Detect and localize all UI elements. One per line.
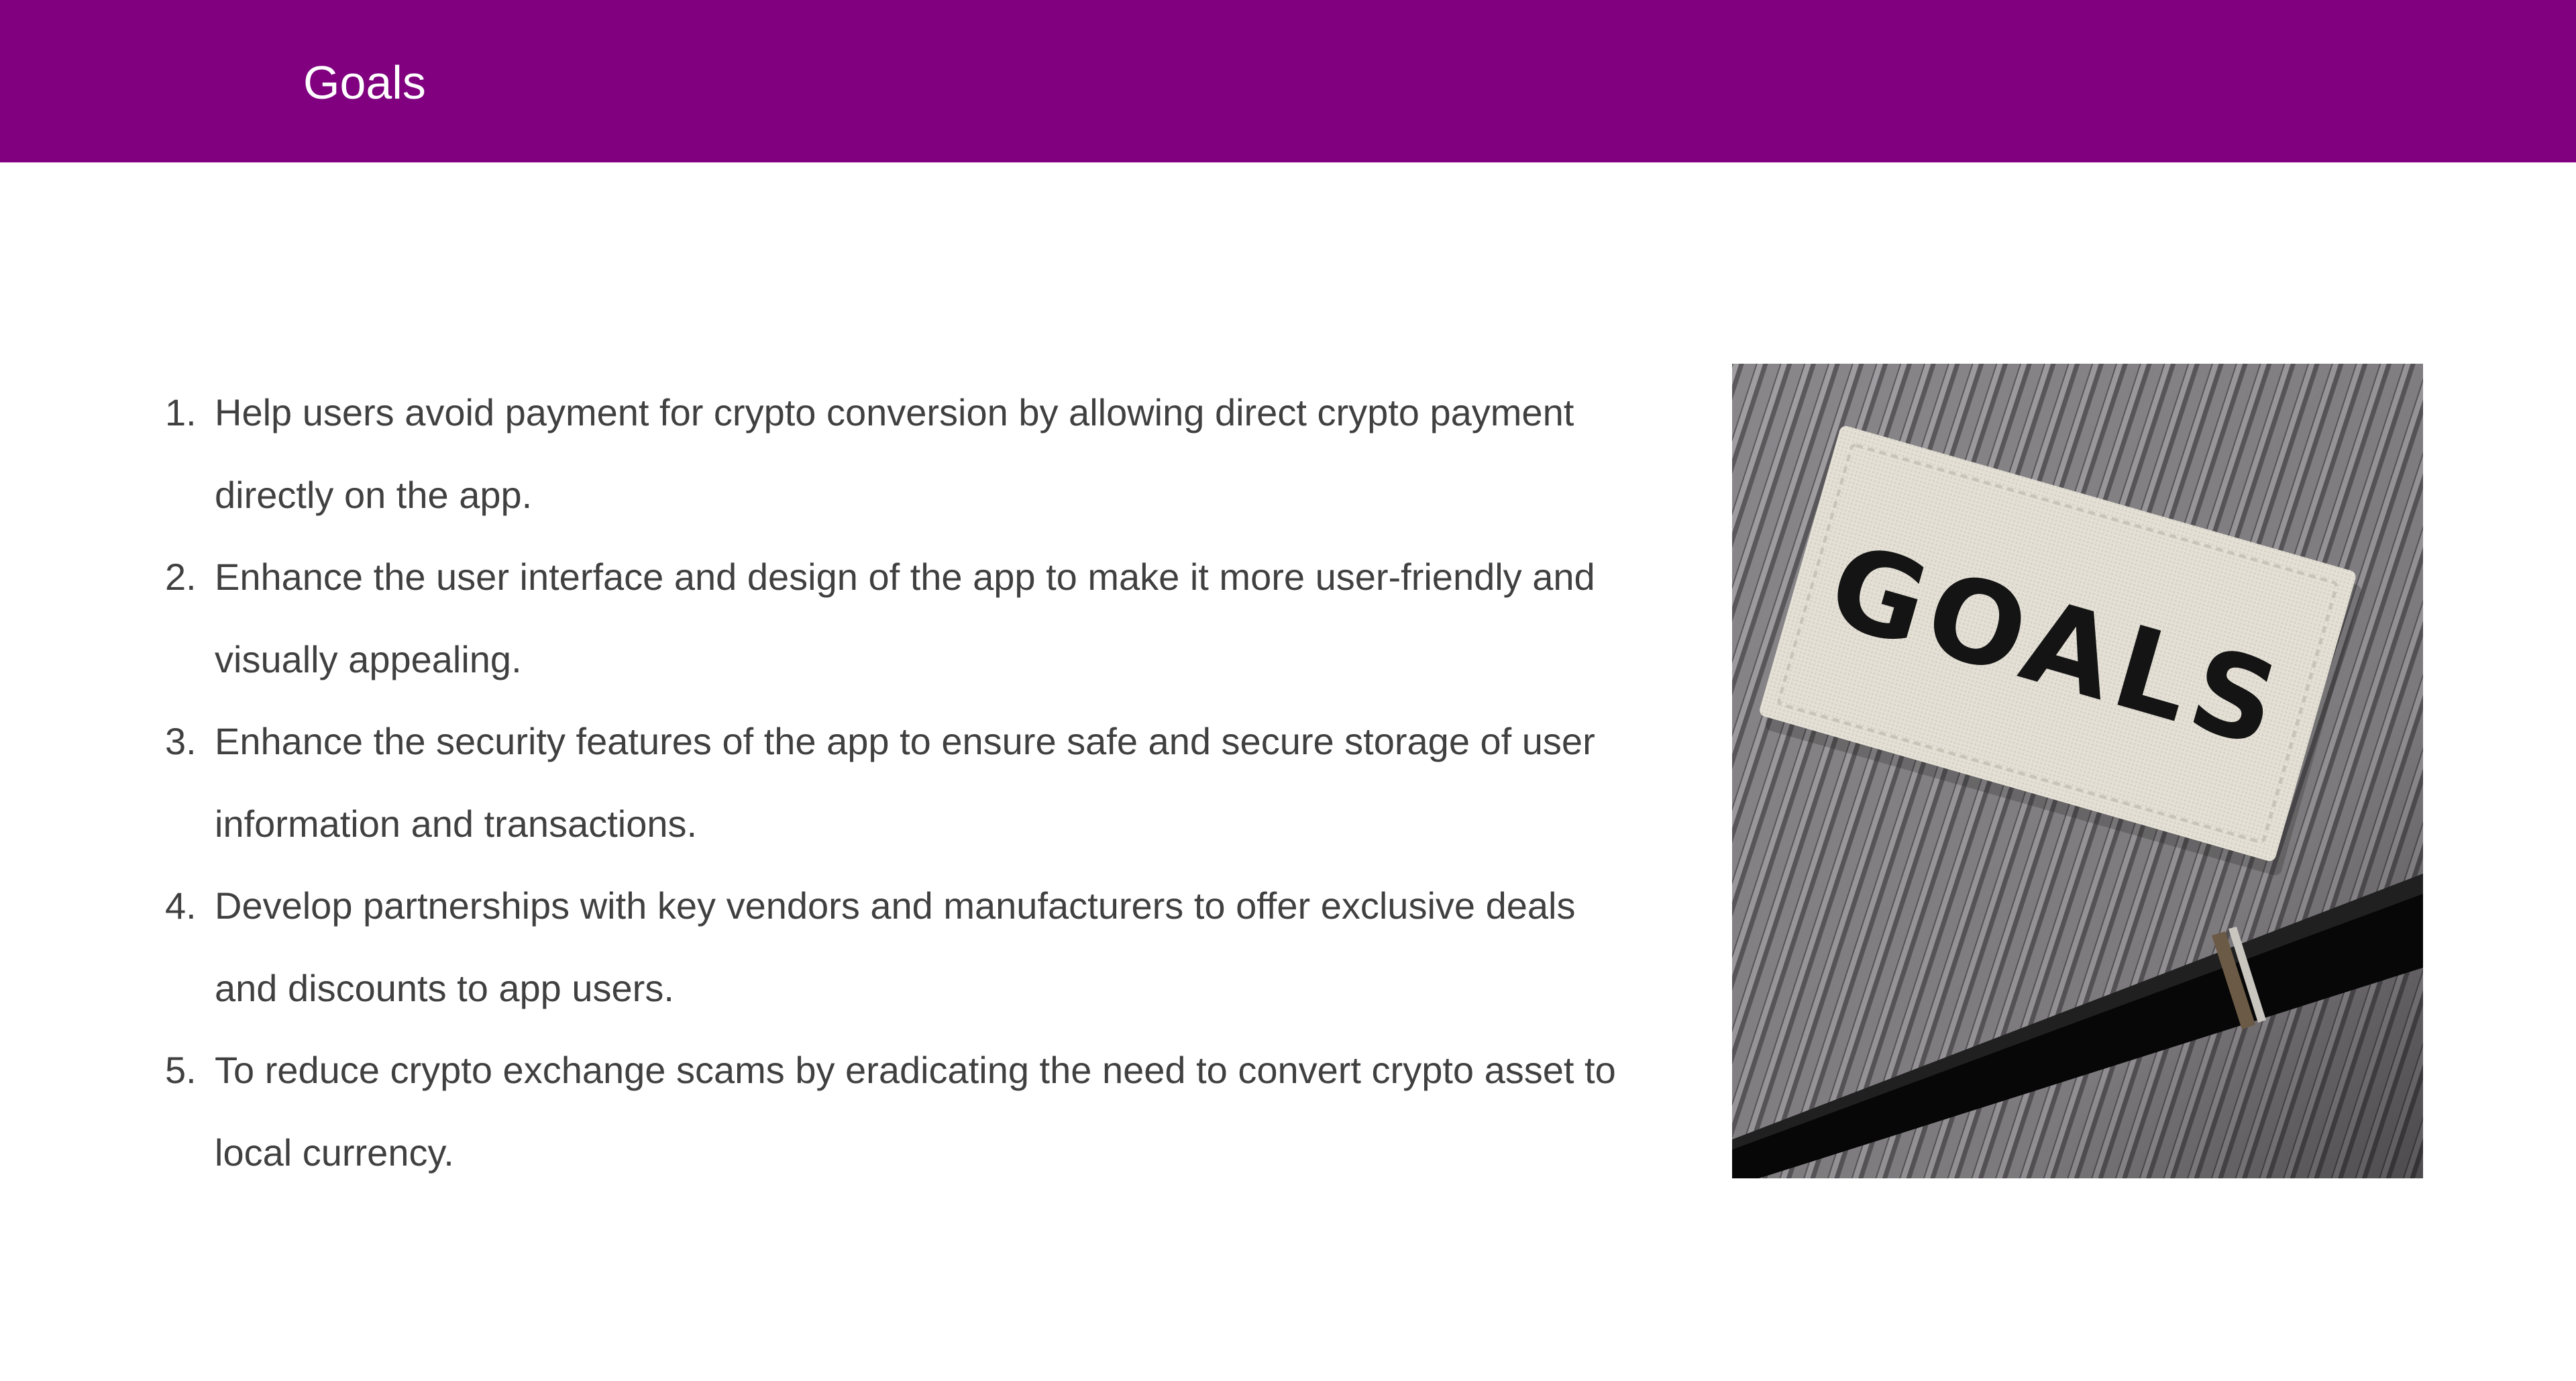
list-item [161, 865, 1617, 1029]
list-item [161, 372, 1617, 536]
goals-label-text: GOALS [1815, 519, 2298, 775]
slide-title: Goals [303, 56, 426, 109]
list-item [161, 701, 1617, 865]
list-item [161, 1029, 1617, 1194]
list-number: 5. [165, 1049, 197, 1091]
list-item-text: Help users avoid payment for crypto conversion by allowing direct crypto payment directly on the app. [215, 391, 1574, 516]
list-item-text: Develop partnerships with key vendors and manufacturers to offer exclusive deals and discounts to app users. [215, 884, 1576, 1009]
goals-list [161, 372, 1617, 1194]
list-item-text: Enhance the security features of the app to ensure safe and secure storage of user information and transactions. [215, 720, 1595, 845]
goals-photo [1732, 364, 2423, 1178]
goals-photo-illustration [1732, 364, 2423, 1178]
title-bar [0, 0, 2576, 162]
list-number: 3. [165, 720, 197, 762]
list-number: 2. [165, 556, 197, 598]
list-item-text: Enhance the user interface and design of the app to make it more user-friendly and visually appealing. [215, 556, 1595, 680]
list-item [161, 536, 1617, 701]
list-number: 1. [165, 391, 197, 433]
list-number: 4. [165, 884, 197, 927]
list-item-text: To reduce crypto exchange scams by eradicating the need to convert crypto asset to local currency. [215, 1049, 1616, 1174]
